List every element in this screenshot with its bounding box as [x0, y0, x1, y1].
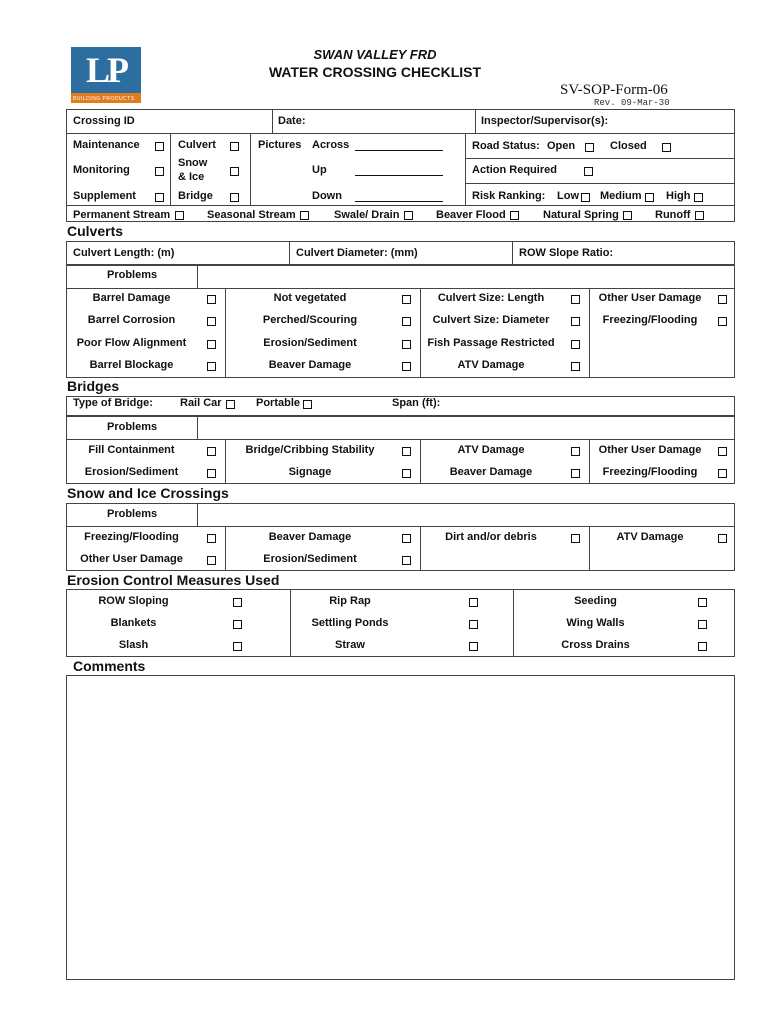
culvert-problems-label: Problems [107, 269, 158, 281]
crossing-id-label: Crossing ID [73, 115, 135, 127]
culvert-problem-checkbox[interactable] [402, 340, 411, 349]
across-field[interactable] [355, 140, 443, 151]
snow-problem-checkbox[interactable] [207, 534, 216, 543]
culvert-problem: Freezing/Flooding [602, 314, 698, 326]
culvert-problem: Fish Passage Restricted [427, 337, 555, 349]
rail-car-checkbox[interactable] [226, 400, 235, 409]
culvert-problem-checkbox[interactable] [571, 340, 580, 349]
culvert-problem-checkbox[interactable] [571, 295, 580, 304]
action-required-label: Action Required [472, 164, 557, 176]
culvert-problem-checkbox[interactable] [402, 295, 411, 304]
erosion-measure: Wing Walls [566, 617, 625, 629]
rail-car-label: Rail Car [180, 397, 222, 409]
logo-subtext: BUILDING PRODUCTS [73, 96, 135, 102]
natural-spring-checkbox[interactable] [623, 211, 632, 220]
risk-ranking-label: Risk Ranking: [472, 190, 546, 202]
swale-drain-label: Swale/ Drain [334, 209, 400, 221]
snow-ice-title: Snow and Ice Crossings [67, 485, 229, 501]
monitoring-label: Monitoring [73, 164, 130, 176]
culverts-title: Culverts [67, 223, 124, 239]
beaver-flood-label: Beaver Flood [436, 209, 506, 221]
form-number: SV-SOP-Form-06 [560, 82, 668, 98]
bridge-problem-checkbox[interactable] [402, 447, 411, 456]
inspector-label: Inspector/Supervisor(s): [481, 115, 609, 127]
bridge-problem: ATV Damage [457, 444, 525, 456]
pictures-label: Pictures [258, 139, 302, 151]
bridge-problem: Bridge/Cribbing Stability [245, 444, 375, 456]
ice-label: & Ice [178, 171, 205, 183]
runoff-checkbox[interactable] [695, 211, 704, 220]
across-label: Across [312, 139, 350, 151]
revision: Rev. 09-Mar-30 [594, 98, 670, 108]
bridge-type-label: Type of Bridge: [73, 397, 153, 409]
culvert-problem-checkbox[interactable] [402, 362, 411, 371]
culvert-problem: Erosion/Sediment [263, 337, 357, 349]
erosion-measure: Rip Rap [329, 595, 371, 607]
bridge-problem: Signage [288, 466, 332, 478]
snow-problem-checkbox[interactable] [571, 534, 580, 543]
bridge-problem-checkbox[interactable] [718, 469, 727, 478]
erosion-measure: Seeding [574, 595, 617, 607]
medium-label: Medium [600, 190, 642, 202]
bridge-checkbox[interactable] [230, 193, 239, 202]
seasonal-stream-checkbox[interactable] [300, 211, 309, 220]
erosion-measure-checkbox[interactable] [469, 598, 478, 607]
bridge-problem: Other User Damage [598, 444, 702, 456]
maintenance-label: Maintenance [73, 139, 140, 151]
culvert-problem-checkbox[interactable] [207, 362, 216, 371]
erosion-measure-checkbox[interactable] [698, 642, 707, 651]
culvert-diameter-label: Culvert Diameter: (mm) [296, 247, 418, 259]
erosion-measure-checkbox[interactable] [233, 598, 242, 607]
snow-problems-label: Problems [107, 508, 158, 520]
erosion-measure-checkbox[interactable] [698, 620, 707, 629]
bridge-problems-label: Problems [107, 421, 158, 433]
form-title: WATER CROSSING CHECKLIST [268, 64, 482, 80]
snow-problem: Dirt and/or debris [445, 531, 537, 543]
culvert-problem-checkbox[interactable] [207, 295, 216, 304]
culvert-problem-checkbox[interactable] [718, 295, 727, 304]
snow-problem: Other User Damage [80, 553, 183, 565]
culvert-problem: Not vegetated [273, 292, 347, 304]
bridge-problem-checkbox[interactable] [207, 469, 216, 478]
erosion-measure-checkbox[interactable] [233, 642, 242, 651]
erosion-measure-checkbox[interactable] [233, 620, 242, 629]
snow-problem: Beaver Damage [268, 531, 352, 543]
bridge-problem: Fill Containment [88, 444, 175, 456]
comments-area[interactable] [66, 675, 735, 980]
high-checkbox[interactable] [694, 193, 703, 202]
permanent-stream-label: Permanent Stream [73, 209, 171, 221]
culvert-problem: Other User Damage [598, 292, 702, 304]
open-checkbox[interactable] [585, 143, 594, 152]
medium-checkbox[interactable] [645, 193, 654, 202]
erosion-title: Erosion Control Measures Used [67, 572, 280, 588]
bridge-problem-checkbox[interactable] [718, 447, 727, 456]
down-label: Down [312, 190, 342, 202]
erosion-measure: Settling Ponds [311, 617, 389, 629]
road-status-label: Road Status: [472, 140, 540, 152]
portable-checkbox[interactable] [303, 400, 312, 409]
culvert-problem: Barrel Damage [92, 292, 171, 304]
snow-problem: Freezing/Flooding [84, 531, 179, 543]
culvert-problem: Culvert Size: Diameter [432, 314, 550, 326]
portable-label: Portable [256, 397, 301, 409]
bridge-problem: Beaver Damage [449, 466, 533, 478]
monitoring-checkbox[interactable] [155, 167, 164, 176]
culvert-problem: ATV Damage [457, 359, 525, 371]
supplement-label: Supplement [73, 190, 136, 202]
bridge-problem-checkbox[interactable] [571, 447, 580, 456]
closed-label: Closed [610, 140, 647, 152]
snow-label: Snow [178, 157, 208, 169]
culvert-problem: Beaver Damage [268, 359, 352, 371]
snow-ice-checkbox[interactable] [230, 167, 239, 176]
runoff-label: Runoff [655, 209, 691, 221]
span-label: Span (ft): [392, 397, 441, 409]
lp-logo [71, 47, 141, 103]
snow-problem-checkbox[interactable] [718, 534, 727, 543]
erosion-measure-checkbox[interactable] [469, 620, 478, 629]
erosion-measure: Cross Drains [561, 639, 630, 651]
bridge-problem-checkbox[interactable] [402, 469, 411, 478]
snow-problem: ATV Damage [616, 531, 684, 543]
date-label: Date: [278, 115, 306, 127]
culvert-problem: Poor Flow Alignment [76, 337, 187, 349]
logo-text: LP [85, 50, 126, 90]
erosion-measure: Blankets [110, 617, 157, 629]
beaver-flood-checkbox[interactable] [510, 211, 519, 220]
erosion-measure: Straw [335, 639, 365, 651]
swale-drain-checkbox[interactable] [404, 211, 413, 220]
erosion-measure: Slash [118, 639, 149, 651]
culvert-problem-checkbox[interactable] [718, 317, 727, 326]
erosion-measure-checkbox[interactable] [469, 642, 478, 651]
seasonal-stream-label: Seasonal Stream [207, 209, 296, 221]
bridge-problem-checkbox[interactable] [207, 447, 216, 456]
high-label: High [666, 190, 691, 202]
culvert-problem: Culvert Size: Length [437, 292, 545, 304]
open-label: Open [547, 140, 576, 152]
snow-problem: Erosion/Sediment [263, 553, 357, 565]
culvert-problem-checkbox[interactable] [207, 317, 216, 326]
org-name: SWAN VALLEY FRD [313, 47, 437, 62]
down-field[interactable] [355, 191, 443, 202]
culvert-label: Culvert [178, 139, 216, 151]
up-field[interactable] [355, 165, 443, 176]
snow-problem-checkbox[interactable] [207, 556, 216, 565]
culvert-problem-checkbox[interactable] [571, 362, 580, 371]
supplement-checkbox[interactable] [155, 193, 164, 202]
row-slope-label: ROW Slope Ratio: [519, 247, 614, 259]
closed-checkbox[interactable] [662, 143, 671, 152]
bridge-label: Bridge [178, 190, 213, 202]
snow-problem-checkbox[interactable] [402, 556, 411, 565]
culvert-checkbox[interactable] [230, 142, 239, 151]
bridge-problem-checkbox[interactable] [571, 469, 580, 478]
culvert-problem-checkbox[interactable] [402, 317, 411, 326]
maintenance-checkbox[interactable] [155, 142, 164, 151]
culvert-problem-checkbox[interactable] [207, 340, 216, 349]
comments-title: Comments [73, 658, 146, 674]
culvert-length-label: Culvert Length: (m) [73, 247, 175, 259]
culvert-problem: Barrel Blockage [89, 359, 174, 371]
bridge-problem: Freezing/Flooding [602, 466, 698, 478]
natural-spring-label: Natural Spring [543, 209, 619, 221]
culvert-problem: Barrel Corrosion [87, 314, 176, 326]
culvert-problem-checkbox[interactable] [571, 317, 580, 326]
low-label: Low [557, 190, 579, 202]
low-checkbox[interactable] [581, 193, 590, 202]
bridges-title: Bridges [67, 378, 120, 394]
erosion-measure-checkbox[interactable] [698, 598, 707, 607]
action-required-checkbox[interactable] [584, 167, 593, 176]
up-label: Up [312, 164, 327, 176]
culvert-problem: Perched/Scouring [262, 314, 358, 326]
erosion-measure: ROW Sloping [98, 595, 169, 607]
snow-problem-checkbox[interactable] [402, 534, 411, 543]
permanent-stream-checkbox[interactable] [175, 211, 184, 220]
bridge-problem: Erosion/Sediment [84, 466, 179, 478]
